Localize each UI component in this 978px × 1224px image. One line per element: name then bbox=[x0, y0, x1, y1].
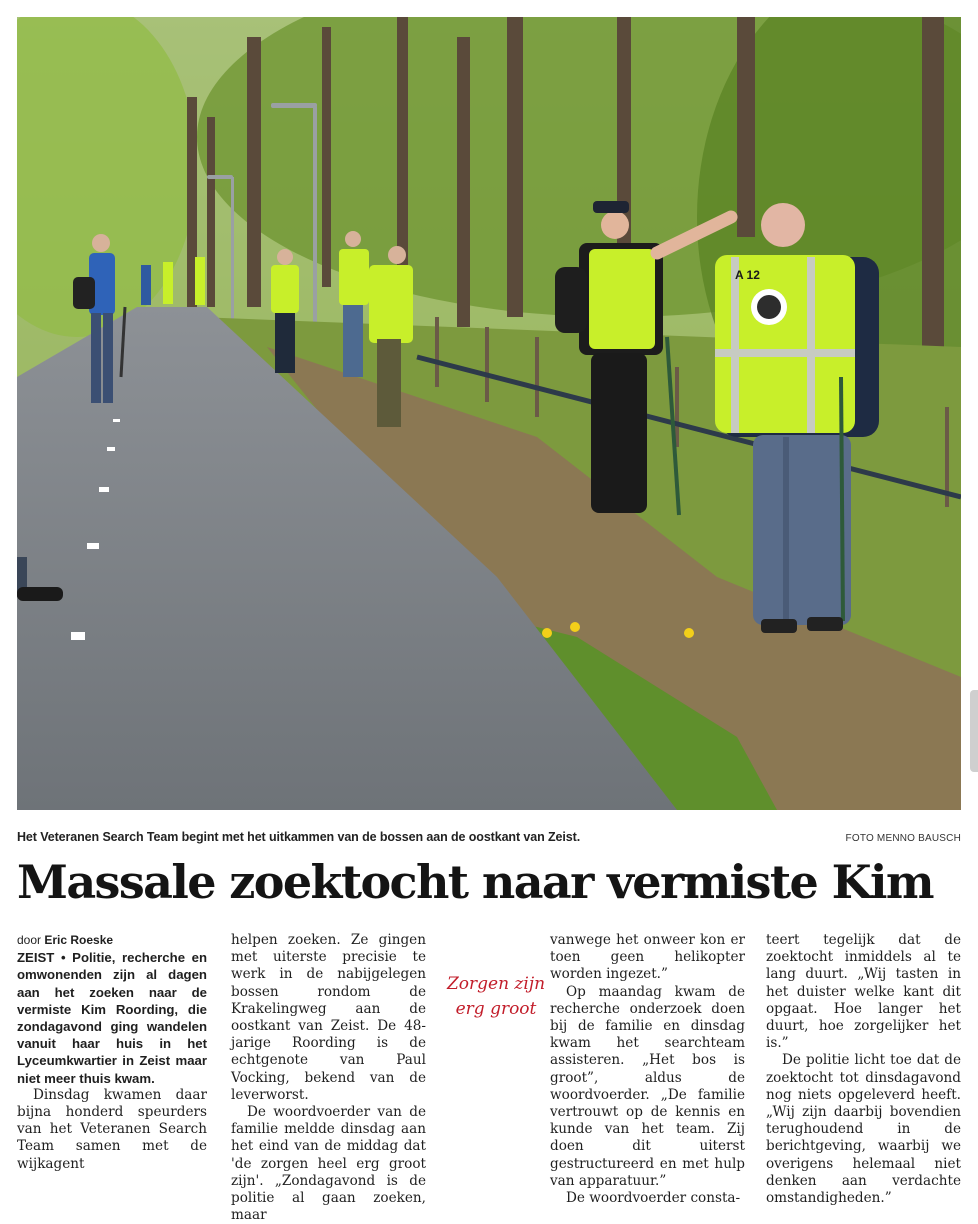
photo-caption: Het Veteranen Search Team begint met het uitkammen van de bossen aan de oostkant van Zeist. bbox=[17, 830, 581, 844]
article-paragraph: De woordvoerder van de familie meldde dinsdag aan het eind van de middag dat 'de zorgen heel erg groot zijn'. „Zondagavond is de politie al gaan zoeken, maar bbox=[231, 1104, 426, 1224]
dateline: ZEIST bbox=[17, 950, 55, 966]
article-paragraph: Dinsdag kwamen daar bijna honderd speurders van het Veteranen Search Team samen met de wijkagent bbox=[17, 1086, 207, 1172]
article-paragraph: teert tegelijk dat de zoektocht inmiddels al te lang duurt. „Wij tasten in het duister welke kant dit opgaat. Hoe langer het duurt, hoe zorgelijker het is.” bbox=[766, 932, 961, 1052]
photo-credit: FOTO MENNO BAUSCH bbox=[845, 833, 961, 844]
article-photo bbox=[17, 17, 961, 810]
byline bbox=[17, 932, 207, 949]
vest-label: A 12 bbox=[735, 268, 760, 282]
article-paragraph: De woordvoerder consta- bbox=[566, 1190, 741, 1207]
article-column-2 bbox=[231, 932, 426, 1224]
article-paragraph: vanwege het onweer kon er toen geen helikopter worden ingezet.” bbox=[550, 932, 745, 983]
article-headline: Massale zoektocht naar vermiste Kim bbox=[17, 855, 933, 909]
byline-author: Eric Roeske bbox=[44, 933, 114, 947]
article-column-1 bbox=[17, 932, 207, 1173]
article-paragraph: Op maandag kwam de recherche onderzoek doen bij de familie en dinsdag kwam het searchteam assisteren. „Het bos is groot”, aldus de woordvoerder. „De familie vertrouwt op de kennis en kunde van het team. Zij doen dit uiterst gestructureerd en met hulp van apparatuur.” bbox=[550, 983, 745, 1189]
forest-search-scene bbox=[17, 17, 961, 810]
edge-scroll-handle[interactable] bbox=[970, 690, 978, 772]
byline-prefix: door bbox=[17, 933, 42, 947]
pull-quote: Zorgen zijn erg groot bbox=[446, 974, 546, 1019]
lead-text: • Politie, recherche en omwonenden zijn al dagen aan het zoeken naar de vermiste Kim Roording, die zondagavond ging wandelen vanuit haar huis in het Lyceumkwartier in Zeist maar niet meer thuis kwam. bbox=[17, 950, 208, 1086]
article-paragraph: De politie licht toe dat de zoektocht tot dinsdagavond nog niets opgeleverd heeft. „Wij zijn daarbij bovendien terughoudend in de berichtgeving, waarbij we overigens helemaal niet denken aan verdachte omstandigheden.” bbox=[766, 1052, 961, 1207]
article-column-4 bbox=[766, 932, 961, 1207]
article-column-3 bbox=[550, 932, 745, 1207]
article-lead bbox=[17, 949, 207, 1087]
article-paragraph: helpen zoeken. Ze gingen met uiterste precisie te werk in de nabijgelegen bossen rondom de Krakelingweg aan de oostkant van Zeist. De 48-jarige Roording is de echtgenote van Paul Vocking, bekend van de leverworst. bbox=[231, 932, 426, 1103]
